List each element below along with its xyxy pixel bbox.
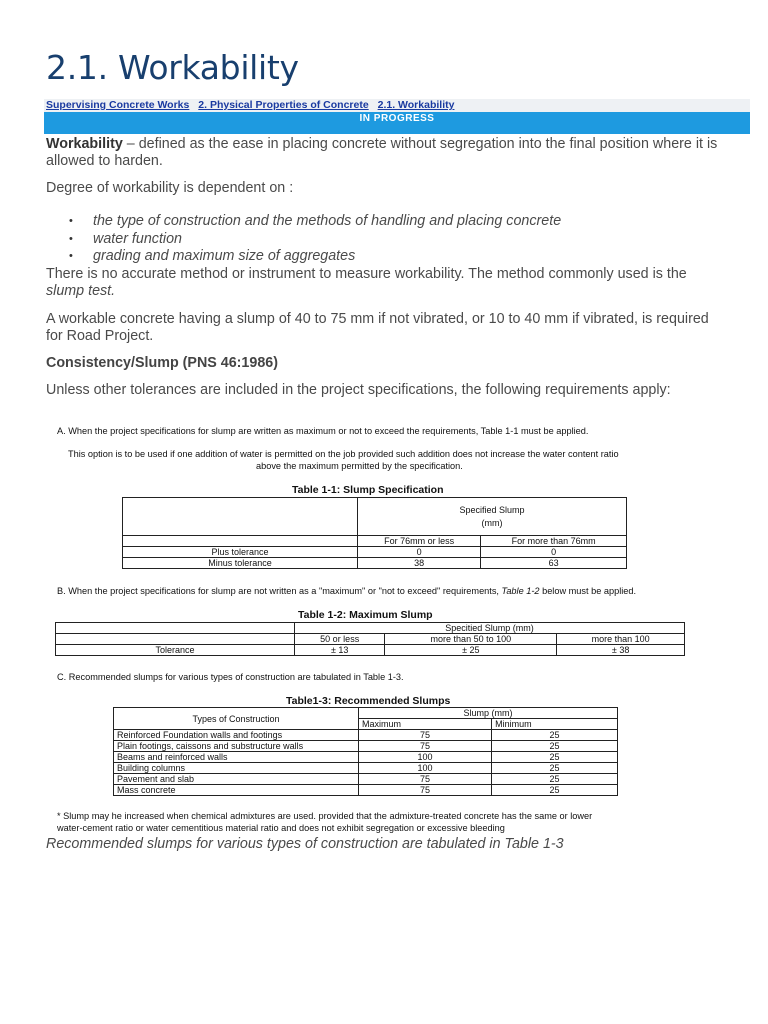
table-header: Maximum bbox=[359, 719, 492, 730]
method-text: There is no accurate method or instrument to measure workability. The method commonly used is the bbox=[46, 266, 687, 282]
status-banner: IN PROGRESS bbox=[44, 112, 750, 134]
table-header: For 76mm or less bbox=[358, 536, 481, 547]
table-header: Types of Construction bbox=[114, 708, 359, 730]
specified-slump-label: Specified Slump bbox=[459, 504, 525, 515]
table-header: more than 100 bbox=[557, 634, 685, 645]
consistency-heading: Consistency/Slump (PNS 46:1986) bbox=[46, 355, 279, 371]
table-row: Pavement and slab 75 25 bbox=[114, 774, 618, 785]
table-1-1-caption: Table 1-1: Slump Specification bbox=[292, 484, 444, 496]
table-header: For more than 76mm bbox=[481, 536, 627, 547]
workability-term: Workability bbox=[46, 136, 123, 152]
breadcrumb bbox=[44, 99, 750, 112]
table-row: Plain footings, caissons and substructure walls 75 25 bbox=[114, 741, 618, 752]
table-row: Mass concrete 75 25 bbox=[114, 785, 618, 796]
list-item: • grading and maximum size of aggregates bbox=[93, 248, 768, 266]
table-header: 50 or less bbox=[295, 634, 385, 645]
table-row: Building columns 100 25 bbox=[114, 763, 618, 774]
figure-caption: Recommended slumps for various types of construction are tabulated in Table 1-3 bbox=[46, 836, 564, 852]
tolerance-intro: Unless other tolerances are included in the project specifications, the following requirements apply: bbox=[46, 382, 671, 398]
table-row: Tolerance ± 13 ± 25 ± 38 bbox=[56, 645, 685, 656]
table-header: more than 50 to 100 bbox=[385, 634, 557, 645]
method-paragraph bbox=[46, 266, 726, 300]
table-row: Reinforced Foundation walls and footings 75 25 bbox=[114, 730, 618, 741]
table-1-3-caption: Table1-3: Recommended Slumps bbox=[286, 695, 451, 707]
table-row: Plus tolerance 0 0 bbox=[123, 547, 627, 558]
degree-text: Degree of workability is dependent on : bbox=[46, 180, 294, 196]
page-title: 2.1. Workability bbox=[46, 48, 299, 87]
table-row: Beams and reinforced walls 100 25 bbox=[114, 752, 618, 763]
footnote: * Slump may he increased when chemical admixtures are used. provided that the admixture-treated concrete has the same or lower bbox=[57, 811, 593, 821]
table-1-3 bbox=[113, 707, 618, 796]
table-row: Minus tolerance 38 63 bbox=[123, 558, 627, 569]
specified-slump-header: Specitied Slump (mm) bbox=[295, 623, 685, 634]
list-item: • the type of construction and the methods of handling and placing concrete bbox=[93, 213, 768, 231]
breadcrumb-link-chapter[interactable]: 2. Physical Properties of Concrete bbox=[198, 99, 369, 111]
dependency-list bbox=[46, 213, 768, 266]
table-1-1 bbox=[122, 497, 627, 569]
workable-paragraph: A workable concrete having a slump of 40 to 75 mm if not vibrated, or 10 to 40 mm if vibrated, is required for Road Project. bbox=[46, 311, 709, 344]
specified-slump-unit: (mm) bbox=[481, 517, 503, 528]
footnote-cont: water-cement ratio or water cementitious material ratio and does not exhibit segregation or excessive bleeding bbox=[57, 823, 505, 833]
list-item: • water function bbox=[93, 231, 768, 249]
table-header: Slump (mm) bbox=[359, 708, 618, 719]
table-header: Minimum bbox=[492, 719, 618, 730]
section-b-text: B. When the project specifications for slump are not written as a "maximum" or "not to exceed" requirements, Table 1-2 below must be applied. bbox=[57, 586, 637, 596]
table-1-2 bbox=[55, 622, 685, 656]
workability-definition bbox=[46, 136, 726, 170]
table-1-2-caption: Table 1-2: Maximum Slump bbox=[298, 609, 433, 621]
slump-test-term: slump test. bbox=[46, 283, 116, 299]
section-c-text: C. Recommended slumps for various types of construction are tabulated in Table 1-3. bbox=[57, 672, 404, 682]
scanned-specification bbox=[55, 424, 715, 844]
workability-definition-text: – defined as the ease in placing concrete without segregation into the final position where it is allowed to harden. bbox=[46, 136, 718, 169]
section-a-note-cont: above the maximum permitted by the specification. bbox=[256, 461, 463, 471]
breadcrumb-link-current[interactable]: 2.1. Workability bbox=[377, 99, 455, 111]
section-a-text: A. When the project specifications for slump are written as maximum or not to exceed the requirements, Table 1-1 must be applied. bbox=[57, 426, 589, 436]
breadcrumb-link-course[interactable]: Supervising Concrete Works bbox=[46, 99, 190, 111]
section-a-note: This option is to be used if one addition of water is permitted on the job provided such addition does not increase the water content ratio bbox=[68, 449, 619, 459]
